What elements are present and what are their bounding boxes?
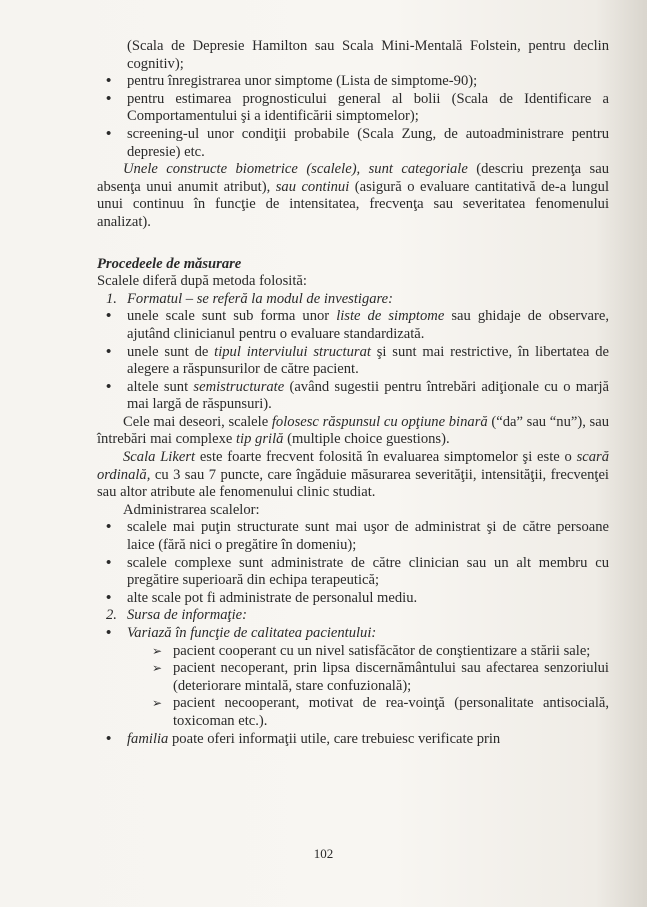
list-item: • pentru estimarea prognosticului general al bolii (Scala de Identificare a Comportamentului şi a identificării simptomelor); bbox=[97, 91, 609, 126]
likert-paragraph: Scala Likert este foarte frecvent folosită în evaluarea simptomelor şi este o scară ordinală, cu 3 sau 7 puncte, care îngăduie măsurarea severităţii, intensităţii, frecvenţei sau altor atribute ale fenomenului clinic studiat. bbox=[97, 449, 609, 501]
admin-title: Administrarea scalelor: bbox=[123, 501, 260, 518]
page-number: 102 bbox=[313, 846, 334, 861]
arrow-item: ➢ pacient cooperant cu un nivel satisfăcător de conştientizare a stării sale; bbox=[97, 643, 609, 661]
scale-intro: Scalele diferă după metoda folosită: bbox=[97, 273, 307, 290]
numbered-item-source: 2. Sursa de informaţie: bbox=[106, 607, 247, 624]
page-text bbox=[97, 38, 609, 748]
list-item: • scalele complexe sunt administrate de către clinician sau un alt membru cu pregătire superioară din echipa terapeutică; bbox=[97, 555, 609, 590]
list-item: • alte scale pot fi administrate de personalul mediu. bbox=[97, 590, 609, 608]
section-heading: Procedeele de măsurare bbox=[97, 255, 242, 272]
bullet-continuation: (Scala de Depresie Hamilton sau Scala Mini-Mentală Folstein, pentru declin cognitiv); bbox=[127, 38, 609, 72]
list-item: • Variază în funcţie de calitatea pacientului: bbox=[97, 625, 609, 643]
list-item: • familia poate oferi informaţii utile, care trebuiesc verificate prin bbox=[97, 731, 609, 749]
binary-paragraph: Cele mai deseori, scalele folosesc răspunsul cu opţiune binară (“da” sau “nu”), sau întrebări mai complexe tip grilă (multiple choice guestions). bbox=[97, 413, 609, 448]
list-item: • screening-ul unor condiţii probabile (Scala Zung, de autoadministrare pentru depresie) etc. bbox=[97, 126, 609, 161]
constructs-paragraph: Unele constructe biometrice (scalele), sunt categoriale (descriu prezenţa sau absenţa unui anumit atribut), sau continui (asigură o evaluare cantitativă de-a lungul unui continuu în funcţie de intensitatea, frecvenţa sau severitatea fenomenului analizat). bbox=[97, 161, 609, 230]
list-item: • unele scale sunt sub forma unor liste de simptome sau ghidaje de observare, ajutând clinicianul pentru o evaluare standardizată. bbox=[97, 308, 609, 343]
numbered-item-format: 1. Formatul – se referă la modul de investigare: bbox=[106, 290, 394, 307]
list-item: • pentru înregistrarea unor simptome (Lista de simptome-90); bbox=[97, 73, 609, 91]
list-item: • altele sunt semistructurate (având sugestii pentru întrebări adiţionale cu o marjă mai largă de răspunsuri). bbox=[97, 379, 609, 414]
arrow-item: ➢ pacient necooperant, motivat de rea-voinţă (personalitate antisocială, toxicoman etc.). bbox=[97, 695, 609, 730]
arrow-item: ➢ pacient necoperant, prin lipsa discernământului sau afectarea senzoriului (deteriorare mintală, stare confuzională); bbox=[97, 660, 609, 695]
emphasis: Unele constructe biometrice (scalele), sunt categoriale bbox=[123, 161, 468, 178]
list-item: • unele sunt de tipul interviului structurat şi sunt mai restrictive, în libertatea de alegere a răspunsurilor de către pacient. bbox=[97, 344, 609, 379]
emphasis: sau continui bbox=[275, 178, 350, 195]
list-item: • scalele mai puţin structurate sunt mai uşor de administrat şi de către persoane laice (fără nici o pregătire în domeniu); bbox=[97, 519, 609, 554]
